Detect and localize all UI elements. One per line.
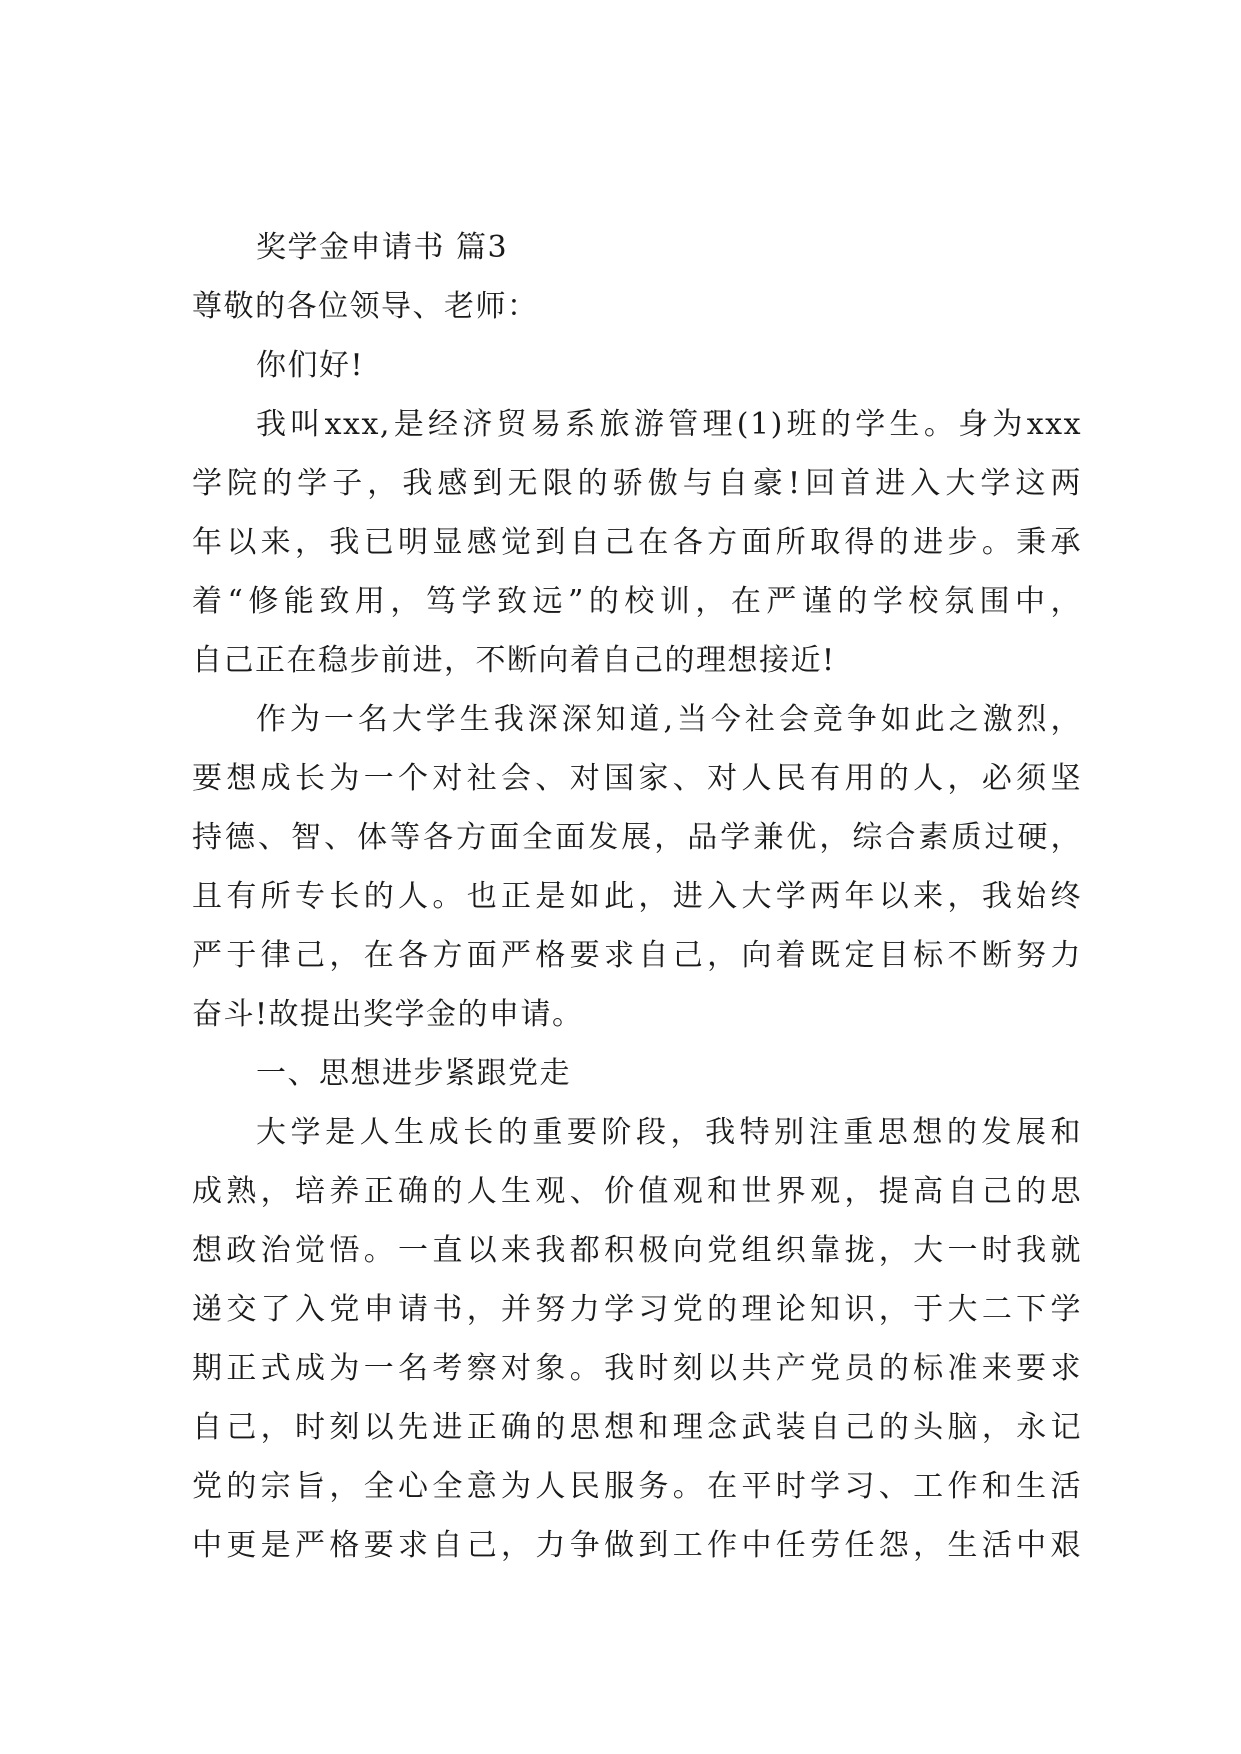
paragraph-line: 要想成长为一个对社会、对国家、对人民有用的人，必须坚 [192,761,1082,796]
paragraph-line: 自己正在稳步前进，不断向着自己的理想接近! [192,643,836,678]
paragraph-line: 着“修能致用，笃学致远”的校训，在严谨的学校氛围中， [192,584,1082,619]
paragraph-line: 年以来，我已明显感觉到自己在各方面所取得的进步。秉承 [192,525,1082,560]
paragraph-line: 党的宗旨，全心全意为人民服务。在平时学习、工作和生活 [192,1469,1082,1504]
paragraph-line: 作为一名大学生我深深知道,当今社会竞争如此之激烈， [256,702,1082,737]
paragraph-line: 想政治觉悟。一直以来我都积极向党组织靠拢，大一时我就 [192,1233,1082,1268]
paragraph-line: 大学是人生成长的重要阶段，我特别注重思想的发展和 [256,1115,1082,1150]
paragraph-line: 成熟，培养正确的人生观、价值观和世界观，提高自己的思 [192,1174,1082,1209]
greeting: 你们好! [256,348,365,383]
paragraph-line: 期正式成为一名考察对象。我时刻以共产党员的标准来要求 [192,1351,1082,1386]
paragraph-line: 奋斗!故提出奖学金的申请。 [192,997,584,1032]
paragraph-line: 递交了入党申请书，并努力学习党的理论知识，于大二下学 [192,1292,1082,1327]
section-heading: 一、思想进步紧跟党走 [256,1056,571,1091]
paragraph-line: 严于律己，在各方面严格要求自己，向着既定目标不断努力 [192,938,1082,973]
document-title: 奖学金申请书 篇3 [256,230,509,265]
paragraph-line: 学院的学子，我感到无限的骄傲与自豪!回首进入大学这两 [192,466,1082,501]
paragraph-line: 持德、智、体等各方面全面发展，品学兼优，综合素质过硬， [192,820,1082,855]
paragraph-line: 我叫xxx,是经济贸易系旅游管理(1)班的学生。身为xxx [256,407,1082,442]
paragraph-line: 中更是严格要求自己，力争做到工作中任劳任怨，生活中艰 [192,1528,1082,1563]
salutation: 尊敬的各位领导、老师： [192,289,539,324]
paragraph-line: 且有所专长的人。也正是如此，进入大学两年以来，我始终 [192,879,1082,914]
paragraph-line: 自己，时刻以先进正确的思想和理念武装自己的头脑，永记 [192,1410,1082,1445]
